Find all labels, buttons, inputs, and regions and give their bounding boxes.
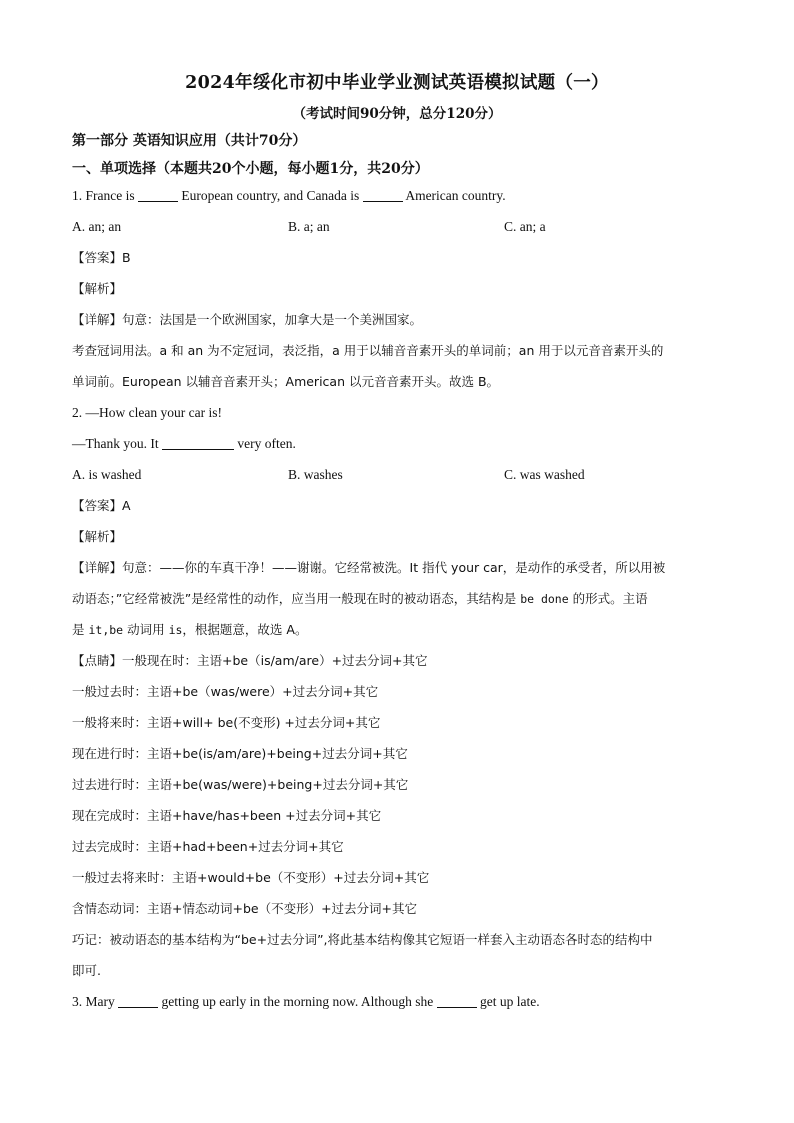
question-2-analysis-label: 【解析】 [72,529,123,544]
question-2-detail: 【详解】句意：——你的车真干净！——谢谢。它经常被洗。It 指代 your car，是动作的承受者，所以用被 [72,560,666,575]
option-c: C. an; a [504,219,546,234]
answer-blank [118,993,158,1008]
part-heading: 第一部分 英语知识应用（共计70分） [72,133,307,149]
question-2-answer: 【答案】A [72,498,131,513]
tense-rule: 一般过去将来时：主语+would+be（不变形）+过去分词+其它 [72,870,430,885]
question-2-stem: 2. —How clean your car is! [72,405,222,420]
tense-rule: 一般将来时：主语+will+ be(不变形) +过去分词+其它 [72,715,381,730]
tense-rule: 现在完成时：主语+have/has+been +过去分词+其它 [72,808,382,823]
section-heading: 一、单项选择（本题共20个小题，每小题1分，共20分） [72,161,429,177]
option-b: B. washes [288,467,343,482]
question-1-detail: 【详解】句意：法国是一个欧洲国家，加拿大是一个美洲国家。 [72,312,423,327]
exam-info: （考试时间90分钟，总分120分） [292,106,502,122]
option-c: C. was washed [504,467,585,482]
answer-blank [162,435,234,450]
question-2-stem-reply: —Thank you. It very often. [72,436,296,451]
question-2-detail-line: 是 it,be 动词用 is，根据题意，故选 A。 [72,622,308,637]
answer-blank [138,187,178,202]
question-2-tip: 【点睛】一般现在时：主语+be（is/am/are）+过去分词+其它 [72,653,428,668]
question-1-analysis-label: 【解析】 [72,281,123,296]
question-1-options [72,211,722,242]
document-title: 2024年绥化市初中毕业学业测试英语模拟试题（一） [185,73,609,93]
question-3-stem: 3. Mary getting up early in the morning now. Although she get up late. [72,994,540,1009]
question-1-detail-line: 单词前。European 以辅音音素开头；American 以元音音素开头。故选 B。 [72,374,500,389]
question-1-stem: 1. France is European country, and Canada is American country. [72,188,506,203]
tense-rule: 一般过去时：主语+be（was/were）+过去分词+其它 [72,684,379,699]
memo-line: 巧记：被动语态的基本结构为“be+过去分词”,将此基本结构像其它短语一样套入主动语态各时态的结构中 [72,932,653,947]
tense-rule: 含情态动词：主语+情态动词+be（不变形）+过去分词+其它 [72,901,418,916]
answer-blank [363,187,403,202]
tense-rule: 现在进行时：主语+be(is/am/are)+being+过去分词+其它 [72,746,408,761]
question-2-detail-line: 动语态；”它经常被洗”是经常性的动作，应当用一般现在时的被动语态，其结构是 be done 的形式。主语 [72,591,648,606]
option-a: A. is washed [72,467,142,482]
tense-rule: 过去完成时：主语+had+been+过去分词+其它 [72,839,344,854]
question-1-detail-line: 考查冠词用法。a 和 an 为不定冠词，表泛指，a 用于以辅音音素开头的单词前；an 用于以元音音素开头的 [72,343,664,358]
question-2-options [72,459,722,490]
document-page [72,70,722,1017]
option-a: A. an; an [72,219,122,234]
tense-rule: 过去进行时：主语+be(was/were)+being+过去分词+其它 [72,777,409,792]
option-b: B. a; an [288,219,330,234]
question-1-answer: 【答案】B [72,250,131,265]
memo-line: 即可. [72,963,101,978]
answer-blank [437,993,477,1008]
